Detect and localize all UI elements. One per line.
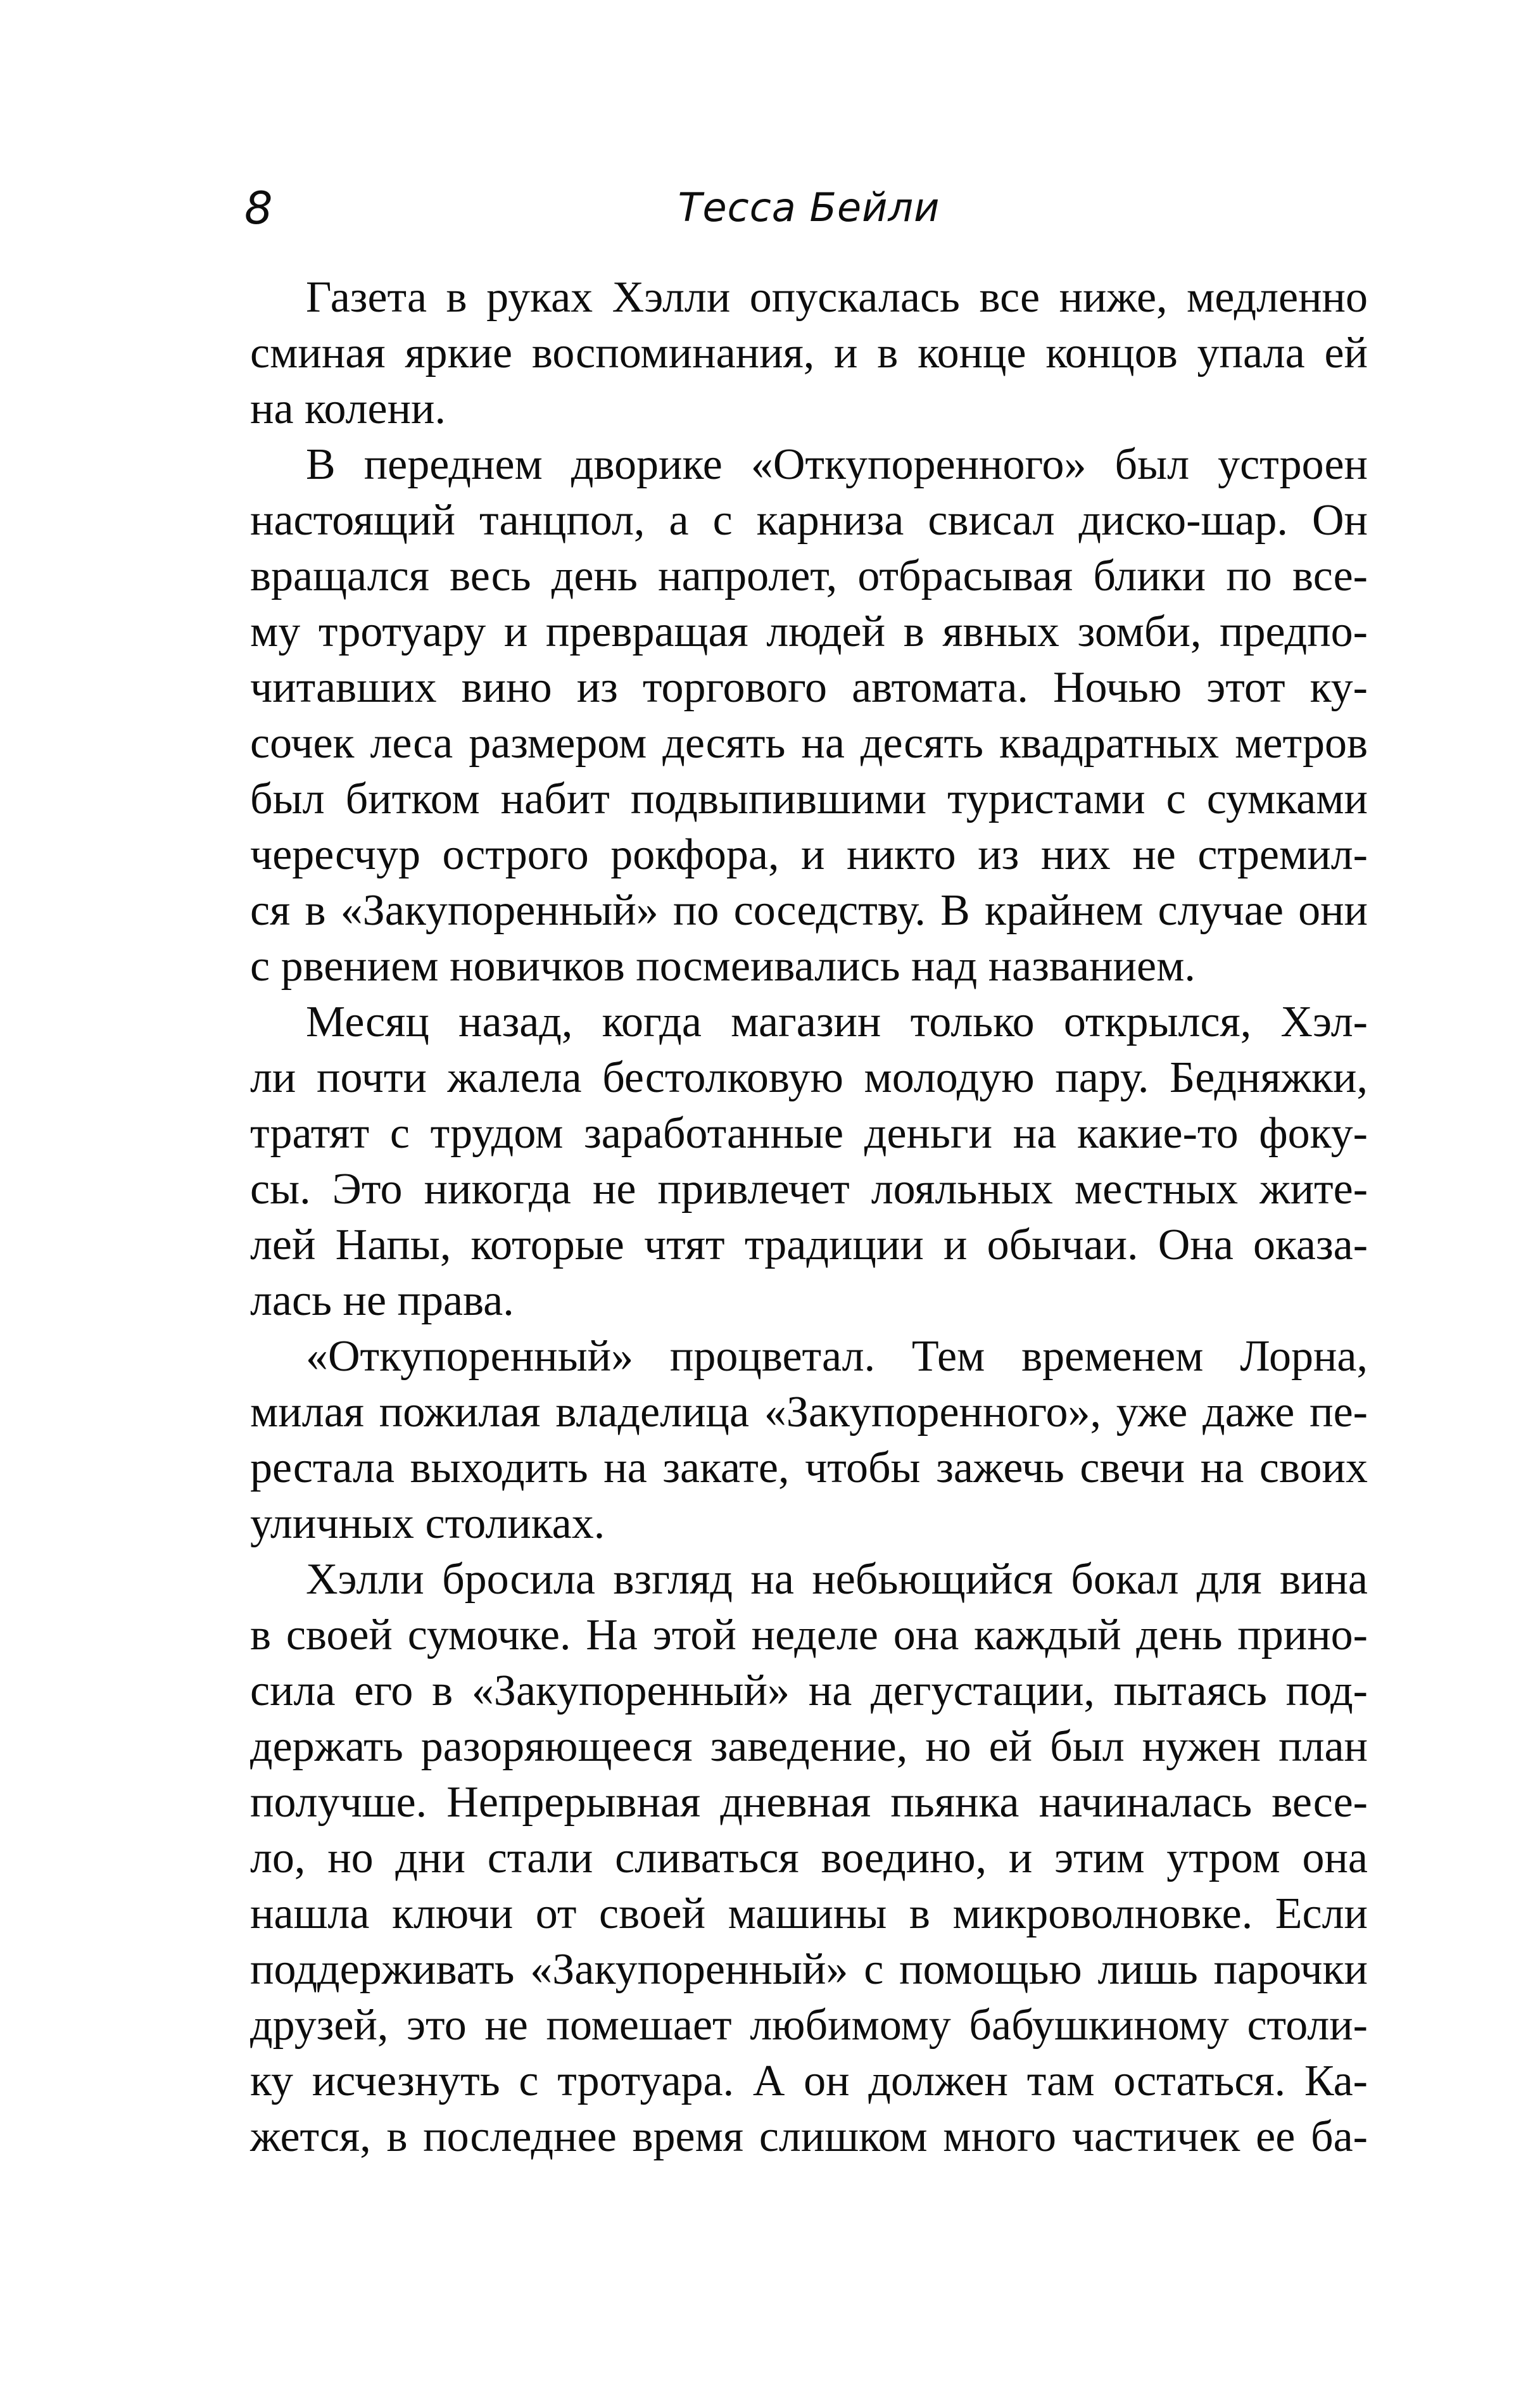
- text-line: милая пожилая владелица «Закупоренного», уже даже пе-: [250, 1388, 1368, 1437]
- text-line: читавших вино из торгового автомата. Ночью этот ку-: [250, 663, 1368, 712]
- text-line: Газета в руках Хэлли опускалась все ниже, медленно: [306, 273, 1368, 322]
- text-line: тратят с трудом заработанные деньги на какие-то фоку-: [250, 1109, 1368, 1158]
- text-line: «Откупоренный» процветал. Тем временем Лорна,: [306, 1332, 1368, 1381]
- text-line: сы. Это никогда не привлечет лояльных местных жите-: [250, 1165, 1368, 1214]
- text-line: В переднем дворике «Откупоренного» был устроен: [306, 440, 1368, 489]
- text-line: держать разоряющееся заведение, но ей был нужен план: [250, 1722, 1368, 1771]
- text-line: вращался весь день напролет, отбрасывая блики по все-: [250, 552, 1368, 600]
- text-line: на колени.: [250, 384, 446, 433]
- text-line: с рвением новичков посмеивались над названием.: [250, 942, 1196, 991]
- text-line: му тротуару и превращая людей в явных зомби, предпо-: [250, 607, 1368, 656]
- text-line: рестала выходить на закате, чтобы зажечь свечи на своих: [250, 1443, 1368, 1492]
- text-line: нашла ключи от своей машины в микроволновке. Если: [250, 1889, 1368, 1938]
- text-line: Месяц назад, когда магазин только открылся, Хэл-: [306, 998, 1368, 1046]
- paragraph: [250, 994, 1368, 1329]
- paragraph: [250, 270, 1368, 437]
- body-text: [250, 270, 1368, 2165]
- running-header: Тесса Бейли: [678, 184, 940, 231]
- paragraph: [250, 1329, 1368, 1552]
- text-line: ли почти жалела бестолковую молодую пару. Бедняжки,: [250, 1053, 1368, 1102]
- text-line: Хэлли бросила взгляд на небьющийся бокал для вина: [306, 1555, 1368, 1604]
- text-line: ся в «Закупоренный» по соседству. В крайнем случае они: [250, 886, 1368, 935]
- text-line: лась не права.: [250, 1276, 514, 1325]
- text-line: сочек леса размером десять на десять квадратных метров: [250, 719, 1368, 768]
- text-line: друзей, это не помешает любимому бабушкиному столи-: [250, 2001, 1368, 2050]
- text-line: сминая яркие воспоминания, и в конце концов упала ей: [250, 329, 1368, 377]
- text-line: получше. Непрерывная дневная пьянка начиналась весе-: [250, 1778, 1368, 1827]
- text-line: сила его в «Закупоренный» на дегустации, пытаясь под-: [250, 1666, 1368, 1715]
- paragraph: [250, 437, 1368, 994]
- text-line: в своей сумочке. На этой неделе она каждый день прино-: [250, 1611, 1368, 1659]
- text-line: ло, но дни стали сливаться воедино, и этим утром она: [250, 1834, 1368, 1882]
- text-line: лей Напы, которые чтят традиции и обычаи. Она оказа-: [250, 1221, 1368, 1269]
- text-line: жется, в последнее время слишком много частичек ее ба-: [250, 2112, 1368, 2161]
- paragraph: [250, 1552, 1368, 2165]
- text-line: чересчур острого рокфора, и никто из них не стремил-: [250, 830, 1368, 879]
- text-line: ку исчезнуть с тротуара. А он должен там остаться. Ка-: [250, 2057, 1368, 2105]
- text-line: поддерживать «Закупоренный» с помощью лишь парочки: [250, 1945, 1368, 1994]
- text-line: был битком набит подвыпившими туристами с сумками: [250, 775, 1368, 823]
- text-line: настоящий танцпол, а с карниза свисал диско-шар. Он: [250, 496, 1368, 545]
- text-line: уличных столиках.: [250, 1499, 605, 1548]
- page-number: 8: [244, 182, 273, 234]
